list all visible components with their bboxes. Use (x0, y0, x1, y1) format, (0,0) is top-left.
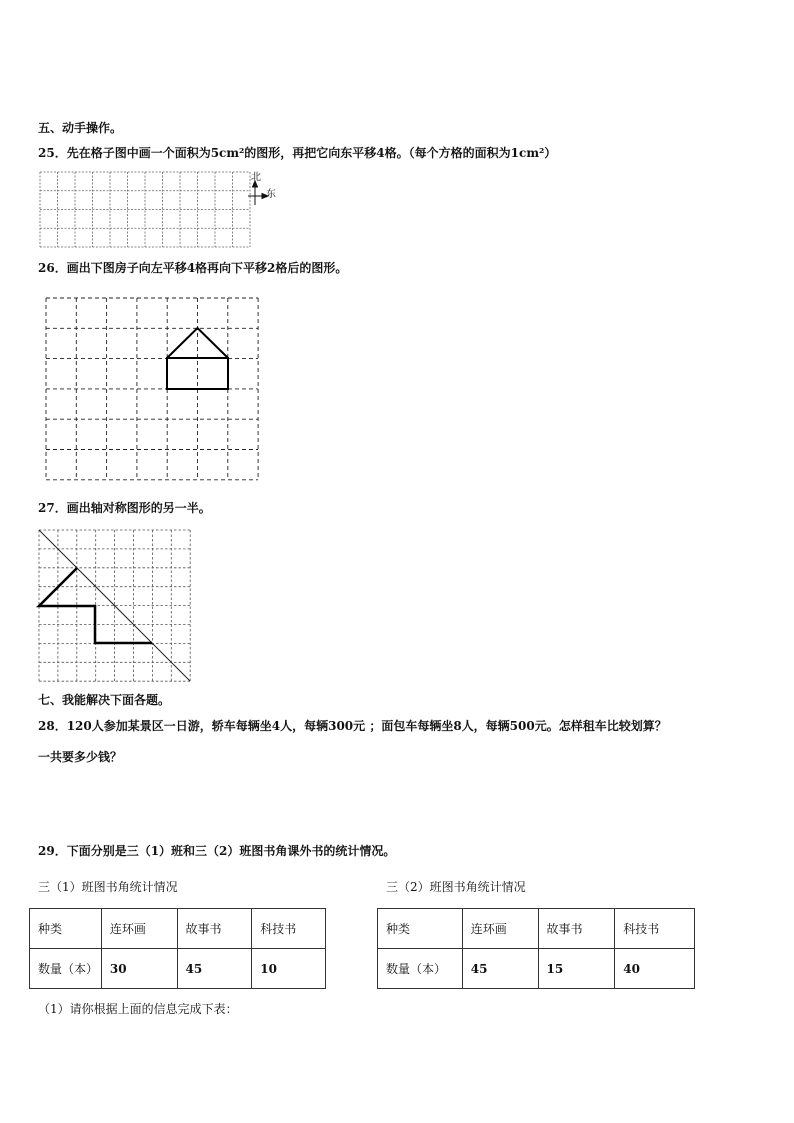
table-cell: 45 (177, 949, 252, 989)
table-cell: 连环画 (462, 909, 538, 949)
table-cell: 故事书 (538, 909, 615, 949)
table-cell: 种类 (378, 909, 463, 949)
question-29-sub-1: （1）请你根据上面的信息完成下表： (38, 1002, 238, 1016)
table-cell: 45 (462, 949, 538, 989)
table-row (30, 949, 326, 989)
table-cell: 数量（本） (30, 949, 102, 989)
question-28-line-2: 一共要多少钱？ (38, 750, 123, 764)
table-cell: 连环画 (101, 909, 177, 949)
table-cell: 故事书 (177, 909, 252, 949)
question-29-text: 29．下面分别是三（1）班和三（2）班图书角课外书的统计情况。 (38, 844, 396, 858)
table-cell: 数量（本） (378, 949, 463, 989)
section-5-heading: 五、动手操作。 (38, 121, 123, 135)
compass-east-label: 东 (266, 189, 276, 200)
question-28-line-1: 28．120人参加某景区一日游，轿车每辆坐4人，每辆300元 ；面包车每辆坐8人，每辆500元。怎样租车比较划算？ (38, 719, 667, 733)
table-cell: 30 (101, 949, 177, 989)
table-cell: 10 (252, 949, 326, 989)
table-2-title: 三（2）班图书角统计情况 (386, 880, 526, 894)
table-cell: 种类 (30, 909, 102, 949)
table-1 (29, 908, 326, 989)
table-row (378, 949, 695, 989)
table-cell: 科技书 (252, 909, 326, 949)
section-7-heading: 七、我能解决下面各题。 (38, 693, 171, 707)
table-cell: 15 (538, 949, 615, 989)
table-row (378, 909, 695, 949)
compass-north-label: 北 (251, 172, 261, 183)
question-26-text: 26．画出下图房子向左平移4格再向下平移2格后的图形。 (38, 261, 348, 275)
table-cell: 科技书 (615, 909, 695, 949)
table-1-title: 三（1）班图书角统计情况 (38, 880, 178, 894)
question-25-text: 25．先在格子图中画一个面积为5cm²的图形，再把它向东平移4格。（每个方格的面积为1cm²） (38, 146, 557, 160)
table-2 (377, 908, 695, 989)
table-row (30, 909, 326, 949)
table-cell: 40 (615, 949, 695, 989)
question-27-text: 27．画出轴对称图形的另一半。 (38, 501, 211, 515)
